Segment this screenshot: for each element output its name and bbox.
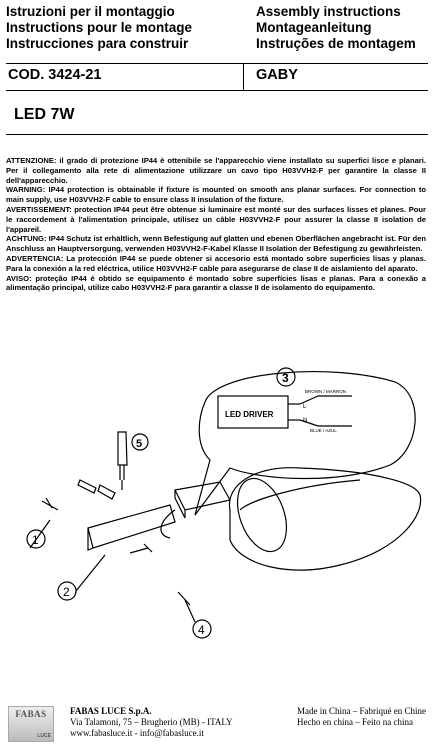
title-de: Montageanleitung <box>256 20 372 35</box>
warning-it: ATTENZIONE: il grado di protezione IP44 è ottenibile se l'apparecchio viene installato su superfici lisce e planari. Per il collegamento alla rete di alimentazione utilizzare un cavo tipo H03VVH2-F per garantire la classe II dell'apparecchio. <box>6 156 426 185</box>
wire-brown-label: BROWN / MARRON <box>305 389 346 394</box>
title-es: Instrucciones para construir <box>6 36 189 51</box>
divider-middle <box>6 90 428 91</box>
led-driver-label: LED DRIVER <box>225 410 274 419</box>
wire-blue-label: BLUE / AZUL <box>310 428 337 433</box>
warning-fr: AVERTISSEMENT: protection IP44 peut être obtenue si luminaire est monté sur des surfaces lisses et planes. Pour le raccordement à l'alimentation principale, utilisez un câble H03VVH2-F pour assurer la classe II isolation de l'appareil. <box>6 204 426 234</box>
made-in-2: Hecho en china – Feito na china <box>297 717 413 727</box>
warning-es: ADVERTENCIA: La protección IP44 se puede obtener si accesorio está montado sobre superficies lisas y planas. Para la conexión a la red eléctrica, utilice H03VVH2-F cable para asegurarse de clase II de aislamiento del aparato. <box>6 253 426 273</box>
logo-text: FABAS <box>15 709 47 719</box>
warnings-block <box>6 156 426 293</box>
power-rating: LED 7W <box>14 106 75 123</box>
step-5-label: 5 <box>136 438 143 450</box>
divider-bottom <box>6 134 428 135</box>
anchor-2 <box>98 485 115 499</box>
warning-de: ACHTUNG: IP44 Schutz ist erhältlich, wenn Befestigung auf glatten und ebenen Oberflächen angebracht ist. Für den Anschluss an Hauptversorgung, verwenden H03VVH2-F-Kabel Klasse II Isolation der Befestigung zu gewährleisten. <box>6 234 426 254</box>
step-3-label: 3 <box>282 371 289 385</box>
company-web: www.fabasluce.it - info@fabasluce.it <box>70 728 204 738</box>
lamp-body <box>229 468 420 570</box>
title-pt: Instruções de montagem <box>256 36 416 51</box>
company-name: FABAS LUCE S.p.A. <box>70 706 152 716</box>
anchor-1 <box>78 480 96 493</box>
terminal-n: N <box>303 418 308 424</box>
model-name: GABY <box>256 67 298 83</box>
assembly-diagram <box>0 360 434 690</box>
title-fr: Instructions pour le montage <box>6 20 193 35</box>
screw-right <box>130 544 152 553</box>
title-en: Assembly instructions <box>256 4 401 19</box>
made-in <box>297 706 426 728</box>
title-it: Istruzioni per il montaggio <box>6 4 175 19</box>
screw-left <box>42 498 58 510</box>
warning-pt: AVISO: proteção IP44 é obtido se equipamento é montado sobre superfícies lisas e planas. Para a conexão a alimentação principal, utilize cabo H03VVH2-F para garantir a classe II de isolamento do equipamento. <box>6 273 426 293</box>
step-4-label: 4 <box>198 623 205 637</box>
terminal-l: L <box>303 404 307 410</box>
screwdriver <box>118 432 127 490</box>
code-row <box>6 64 428 89</box>
company-address: Via Talamoni, 75 – Brugherio (MB) - ITALY <box>70 717 233 727</box>
title-right <box>256 4 416 52</box>
footer <box>6 694 428 744</box>
fabas-logo <box>8 706 54 742</box>
warning-en: WARNING: IP44 protection is obtainable if fixture is mounted on smooth ans planar surfaces. For connection to main supply, use H03VVH2-F cable to ensure class II insulation of the fixture. <box>6 185 426 205</box>
made-in-1: Made in China – Fabriqué en Chine <box>297 706 426 716</box>
step-1-label: 1 <box>32 533 39 547</box>
step-2-label: 2 <box>63 585 70 599</box>
company-info <box>70 706 233 739</box>
logo-sub: LUCE <box>37 733 51 739</box>
title-left <box>6 4 192 52</box>
mounting-plate <box>88 505 175 550</box>
product-code: COD. 3424-21 <box>8 67 102 83</box>
